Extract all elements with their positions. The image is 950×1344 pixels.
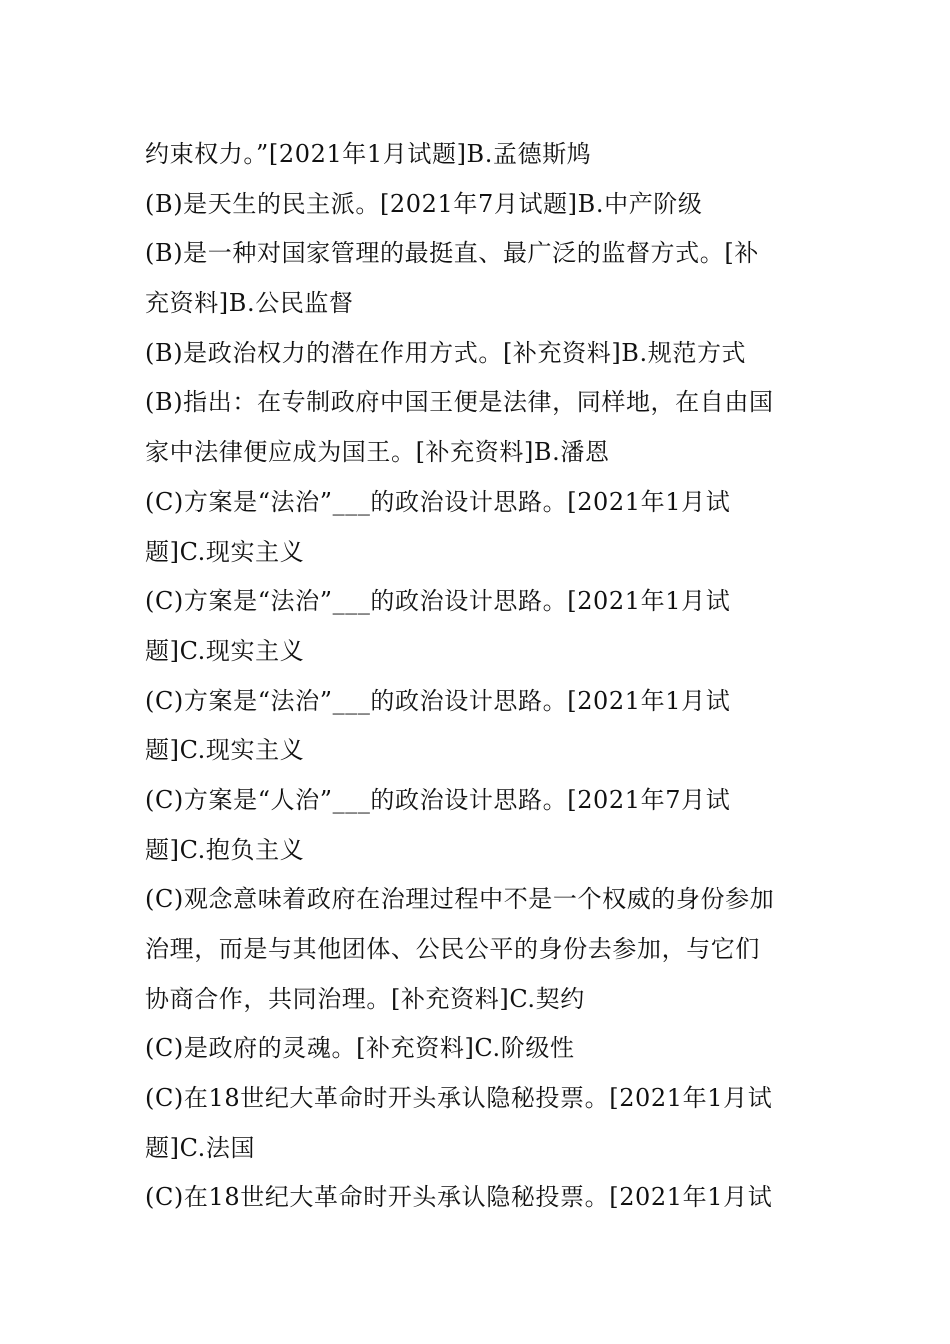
text-line: (B)是天生的民主派。[2021年7月试题]B.中产阶级	[145, 189, 703, 218]
text-line: 题]C.抱负主义	[145, 835, 305, 864]
text-line: 题]C.现实主义	[145, 736, 305, 765]
text-line: (C)方案是“法治”___的政治设计思路。[2021年1月试	[145, 587, 731, 616]
text-line: 治理，而是与其他团体、公民公平的身份去参加，与它们	[145, 935, 760, 963]
text-line: (B)指出：在专制政府中国王便是法律，同样地，在自由国	[145, 388, 774, 417]
text-line: 家中法律便应成为国王。[补充资料]B.潘恩	[145, 438, 610, 467]
text-line: 约束权力。”[2021年1月试题]B.孟德斯鸠	[145, 140, 592, 168]
text-line: 题]C.现实主义	[145, 636, 305, 665]
text-line: 题]C.法国	[145, 1133, 256, 1162]
text-line: (B)是政治权力的潜在作用方式。[补充资料]B.规范方式	[145, 338, 747, 367]
text-line: (C)在18世纪大革命时开头承认隐秘投票。[2021年1月试	[145, 1084, 773, 1113]
text-line: (B)是一种对国家管理的最挺直、最广泛的监督方式。[补	[145, 239, 759, 268]
text-line: 协商合作，共同治理。[补充资料]C.契约	[145, 984, 585, 1013]
text-line: (C)是政府的灵魂。[补充资料]C.阶级性	[145, 1034, 575, 1063]
text-line: (C)方案是“人治”___的政治设计思路。[2021年7月试	[145, 785, 731, 814]
document-page	[145, 130, 807, 1223]
text-line: 题]C.现实主义	[145, 537, 305, 566]
text-line: 充资料]B.公民监督	[145, 289, 354, 318]
text-line: (C)观念意味着政府在治理过程中不是一个权威的身份参加	[145, 885, 775, 914]
text-line: (C)方案是“法治”___的政治设计思路。[2021年1月试	[145, 686, 731, 715]
text-line: (C)在18世纪大革命时开头承认隐秘投票。[2021年1月试	[145, 1183, 773, 1212]
text-line: (C)方案是“法治”___的政治设计思路。[2021年1月试	[145, 487, 731, 516]
